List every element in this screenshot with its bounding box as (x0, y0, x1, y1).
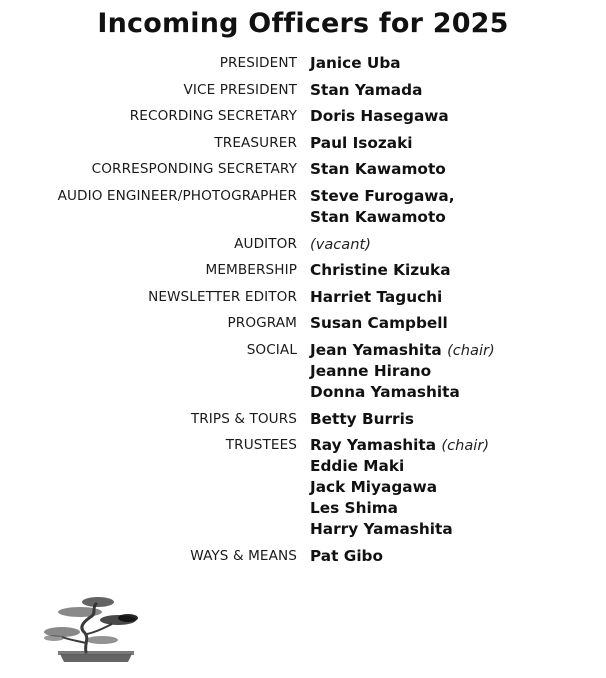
officer-role: TRUSTEES (225, 437, 297, 454)
officer-name: Ray Yamashita (310, 436, 437, 455)
officer-name-line (310, 340, 495, 361)
officer-name: Eddie Maki (310, 457, 405, 476)
officer-name-line (310, 456, 489, 477)
officers-roster (0, 53, 606, 572)
officer-name-line (310, 234, 371, 255)
officer-row (0, 106, 606, 127)
vacant-note: (vacant) (310, 235, 371, 253)
officer-names (310, 260, 451, 281)
officer-names (310, 133, 413, 154)
officer-name-line (310, 498, 489, 519)
officer-name: Steve Furogawa, (310, 186, 455, 205)
officer-name: Stan Kawamoto (310, 207, 446, 226)
officer-row (0, 546, 606, 567)
officer-name: Les Shima (310, 499, 398, 518)
officer-role: CORRESPONDING SECRETARY (91, 161, 297, 178)
bonsai-tree-icon (40, 588, 150, 668)
officer-names (310, 159, 446, 180)
officer-role: VICE PRESIDENT (183, 81, 297, 98)
officer-name-line (310, 519, 489, 540)
officer-name: Susan Campbell (310, 314, 448, 333)
officer-row (0, 260, 606, 281)
officer-row (0, 234, 606, 255)
officer-role: NEWSLETTER EDITOR (148, 288, 297, 305)
officer-note: (chair) (447, 341, 495, 359)
officer-name-line (310, 287, 442, 308)
officer-name: Donna Yamashita (310, 382, 460, 401)
officer-row (0, 340, 606, 403)
officer-names (310, 80, 422, 101)
officer-name: Doris Hasegawa (310, 107, 449, 126)
officer-name-line (310, 53, 401, 74)
officer-row (0, 287, 606, 308)
officer-role: AUDIO ENGINEER/PHOTOGRAPHER (57, 187, 297, 204)
officer-name-line (310, 435, 489, 456)
officer-name: Christine Kizuka (310, 261, 451, 280)
officer-name: Jean Yamashita (310, 340, 442, 359)
officer-name-line (310, 159, 446, 180)
officer-name-line (310, 361, 495, 382)
page-title: Incoming Officers for 2025 (97, 8, 509, 39)
officer-role: RECORDING SECRETARY (129, 108, 297, 125)
officer-name: Pat Gibo (310, 546, 384, 565)
officer-name: Stan Kawamoto (310, 160, 446, 179)
officer-role: AUDITOR (234, 235, 297, 252)
officer-name-line (310, 106, 449, 127)
officer-name-line (310, 207, 455, 228)
officer-names (310, 53, 401, 74)
officer-name-line (310, 477, 489, 498)
officer-name-line (310, 382, 495, 403)
officer-name: Stan Yamada (310, 80, 423, 99)
officer-row (0, 80, 606, 101)
officer-role: PROGRAM (227, 315, 297, 332)
officer-row (0, 133, 606, 154)
officer-role: WAYS & MEANS (190, 547, 297, 564)
officer-row (0, 435, 606, 540)
officer-name: Janice Uba (310, 54, 401, 72)
officer-role: SOCIAL (246, 341, 297, 358)
officer-name-line (310, 260, 451, 281)
officer-names (310, 186, 455, 228)
officer-row (0, 313, 606, 334)
officer-name: Paul Isozaki (310, 133, 413, 152)
officer-name: Jeanne Hirano (310, 361, 432, 380)
officer-names (310, 435, 489, 540)
officer-names (310, 106, 449, 127)
officer-name: Harry Yamashita (310, 520, 453, 539)
officer-name-line (310, 409, 414, 430)
officer-name: Harriet Taguchi (310, 287, 443, 306)
officer-names (310, 340, 495, 403)
officer-name-line (310, 186, 455, 207)
officer-name-line (310, 546, 383, 567)
officer-note: (chair) (441, 437, 490, 455)
officer-role: PRESIDENT (219, 55, 297, 71)
officer-role: MEMBERSHIP (205, 262, 297, 279)
officer-name-line (310, 133, 413, 154)
officer-row (0, 409, 606, 430)
officer-names (310, 409, 414, 430)
officer-names (310, 234, 371, 255)
officer-row (0, 53, 606, 74)
officer-name: Jack Miyagawa (310, 478, 438, 497)
officer-role: TRIPS & TOURS (190, 410, 297, 427)
officer-names (310, 287, 442, 308)
officer-name: Betty Burris (310, 409, 414, 428)
officer-name-line (310, 313, 448, 334)
officer-name-line (310, 80, 422, 101)
officer-names (310, 546, 383, 567)
officer-names (310, 313, 448, 334)
officer-row (0, 186, 606, 228)
officer-row (0, 159, 606, 180)
officer-role: TREASURER (214, 134, 297, 151)
